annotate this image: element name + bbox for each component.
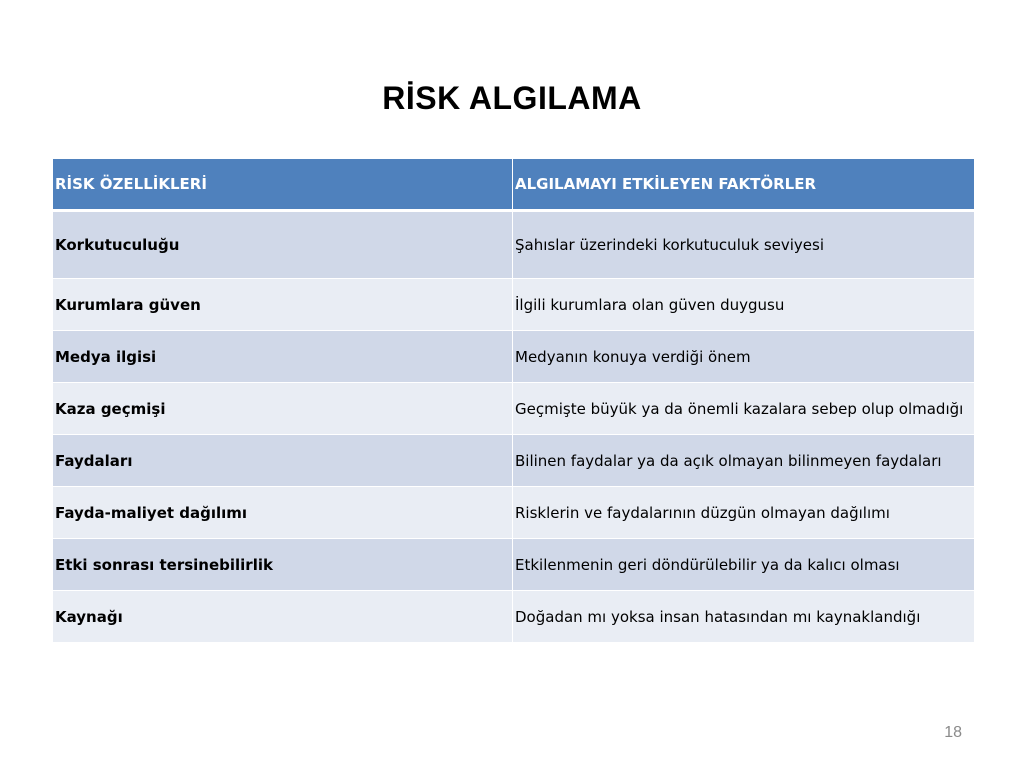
factor-cell: Şahıslar üzerindeki korkutuculuk seviyesi — [513, 211, 975, 279]
table-row — [53, 211, 975, 279]
factor-cell: Risklerin ve faydalarının düzgün olmayan dağılımı — [513, 487, 975, 539]
factor-cell: Geçmişte büyük ya da önemli kazalara sebep olup olmadığı — [513, 383, 975, 435]
risk-feature-cell: Faydaları — [53, 435, 513, 487]
factor-cell: Bilinen faydalar ya da açık olmayan bilinmeyen faydaları — [513, 435, 975, 487]
risk-feature-cell: Etki sonrası tersinebilirlik — [53, 539, 513, 591]
table-row — [53, 383, 975, 435]
risk-table — [52, 158, 975, 643]
header-risk-features: RİSK ÖZELLİKLERİ — [53, 159, 513, 211]
table-header-row — [53, 159, 975, 211]
table-row — [53, 539, 975, 591]
risk-feature-cell: Kaynağı — [53, 591, 513, 643]
table-row — [53, 435, 975, 487]
risk-feature-cell: Kurumlara güven — [53, 279, 513, 331]
table-row — [53, 487, 975, 539]
table-row — [53, 279, 975, 331]
factor-cell: Etkilenmenin geri döndürülebilir ya da kalıcı olması — [513, 539, 975, 591]
risk-feature-cell: Fayda-maliyet dağılımı — [53, 487, 513, 539]
table-row — [53, 331, 975, 383]
header-perception-factors: ALGILAMAYI ETKİLEYEN FAKTÖRLER — [513, 159, 975, 211]
factor-cell: Medyanın konuya verdiği önem — [513, 331, 975, 383]
table-row — [53, 591, 975, 643]
risk-feature-cell: Medya ilgisi — [53, 331, 513, 383]
risk-feature-cell: Kaza geçmişi — [53, 383, 513, 435]
factor-cell: İlgili kurumlara olan güven duygusu — [513, 279, 975, 331]
slide-title: RİSK ALGILAMA — [382, 80, 642, 116]
page-number: 18 — [944, 724, 962, 741]
risk-feature-cell: Korkutuculuğu — [53, 211, 513, 279]
factor-cell: Doğadan mı yoksa insan hatasından mı kaynaklandığı — [513, 591, 975, 643]
